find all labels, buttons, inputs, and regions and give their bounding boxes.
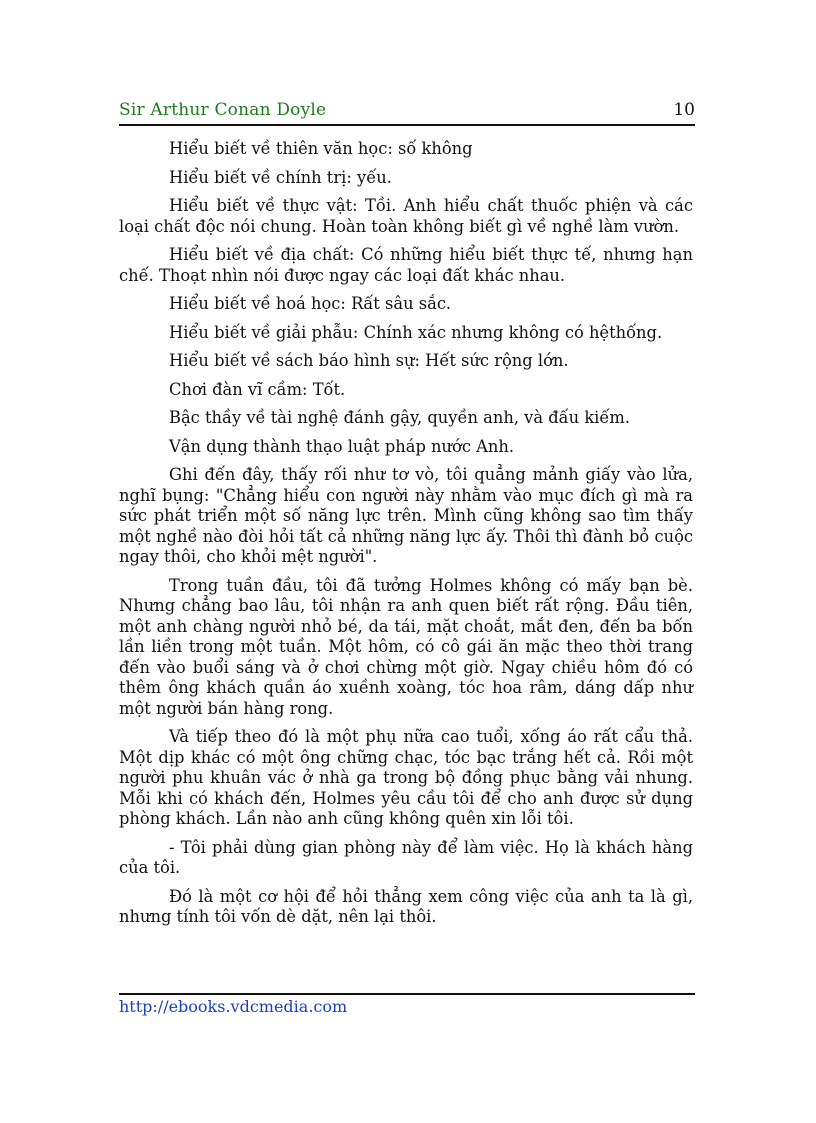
page-header [119,100,695,126]
paragraph-visitors: Và tiếp theo đó là một phụ nữa cao tuổi, xống áo rất cẩu thả. Một dịp khác có một ông chững chạc, tóc bạc trắng hết cả. Rồi một người phu khuân vác ở nhà ga trong bộ đồng phục bằng vải nhung. Mỗi khi có khách đến, Holmes yêu cầu tôi để cho anh được sử dụng phòng khách. Lần nào anh cũng không quên xin lỗi tôi. [119,727,693,828]
paragraph-geology: Hiểu biết về địa chất: Có những hiểu biết thực tế, nhưng hạn chế. Thoạt nhìn nói được ngay các loại đất khác nhau. [119,245,693,285]
paragraph-dialogue: - Tôi phải dùng gian phòng này để làm việc. Họ là khách hàng của tôi. [119,837,693,877]
page-body [119,139,693,936]
paragraph-first-week: Trong tuần đầu, tôi đã tưởng Holmes không có mấy bạn bè. Nhưng chẳng bao lâu, tôi nhận ra anh quen biết rất rộng. Đầu tiên, một anh chàng người nhỏ bé, da tái, mặt choắt, mắt đen, đến ba bốn lần liền trong một tuần. Một hôm, có cô gái ăn mặc theo thời trang đến vào buổi sáng và ở chơi chừng một giờ. Ngay chiều hôm đó có thêm ông khách quần áo xuềnh xoàng, tóc hoa râm, dáng dấp như một người bán hàng rong. [119,575,693,718]
paragraph-violin: Chơi đàn vĩ cầm: Tốt. [169,379,346,399]
paragraph-reserved: Đó là một cơ hội để hỏi thẳng xem công việc của anh ta là gì, nhưng tính tôi vốn dè dặt, nên lại thôi. [119,886,693,926]
footer-divider [119,993,695,995]
paragraph-burning-notes: Ghi đến đây, thấy rối như tơ vò, tôi quẳng mảnh giấy vào lửa, nghĩ bụng: "Chẳng hiểu con người này nhằm vào mục đích gì mà ra sức phát triển một số năng lực trên. Mình cũng không sao tìm thấy một nghề nào đòi hỏi tất cả những năng lực ấy. Thôi thì đành bỏ cuộc ngay thôi, cho khỏi mệt người". [119,465,693,566]
page-number: 10 [673,100,695,120]
paragraph-british-law: Vận dụng thành thạo luật pháp nước Anh. [169,436,515,456]
paragraph-anatomy: Hiểu biết về giải phẫu: Chính xác nhưng không có hệthống. [169,322,663,342]
paragraph-chemistry: Hiểu biết về hoá học: Rất sâu sắc. [169,294,452,313]
paragraph-botany: Hiểu biết về thực vật: Tồi. Anh hiểu chất thuốc phiện và các loại chất độc nói chung. Hoàn toàn không biết gì về nghề làm vườn. [119,196,693,236]
paragraph-crime-literature: Hiểu biết về sách báo hình sự: Hết sức rộng lớn. [169,351,569,370]
book-author-title: Sir Arthur Conan Doyle [119,100,327,120]
footer-website-link[interactable]: http://ebooks.vdcmedia.com [119,997,348,1016]
paragraph-astronomy: Hiểu biết về thiên văn học: số không [169,139,473,158]
paragraph-fighting-skills: Bậc thầy về tài nghệ đánh gậy, quyền anh, và đấu kiếm. [169,408,631,427]
paragraph-politics: Hiểu biết về chính trị: yếu. [169,167,392,187]
